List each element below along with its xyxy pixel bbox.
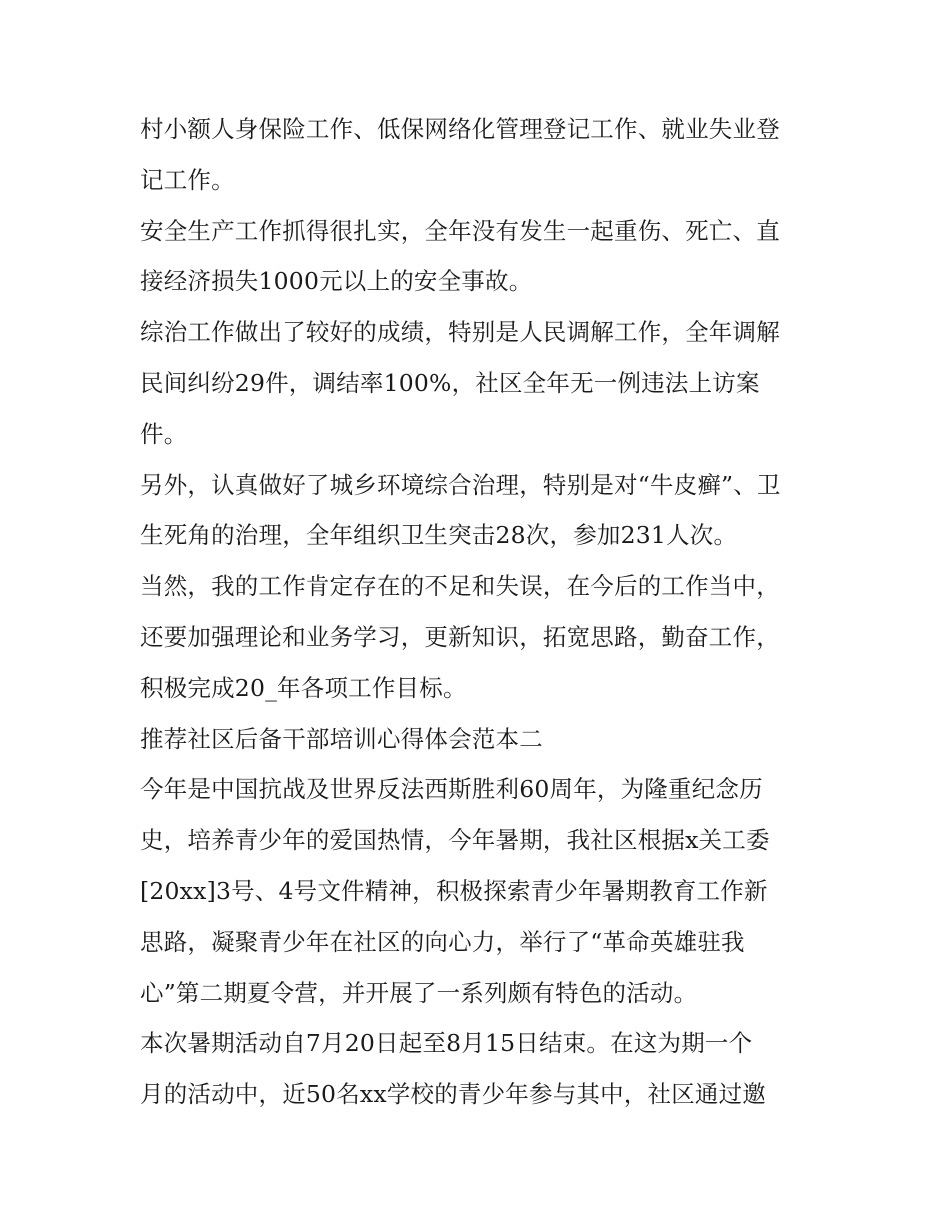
text-line: 村小额人身保险工作、低保网络化管理登记工作、就业失业登 xyxy=(140,115,780,143)
text-line: [20xx]3号、4号文件精神，积极探索青少年暑期教育工作新 xyxy=(140,876,768,905)
document-body xyxy=(140,104,820,1120)
text-line: 月的活动中，近50名xx学校的青少年参与其中，社区通过邀 xyxy=(140,1080,767,1109)
text-line: 史，培养青少年的爱国热情，今年暑期，我社区根据x关工委 xyxy=(140,826,770,855)
text-line: 接经济损失1000元以上的安全事故。 xyxy=(140,267,533,296)
text-line: 心”第二期夏令营，并开展了一系列颇有特色的活动。 xyxy=(140,978,698,1007)
text-line: 另外，认真做好了城乡环境综合治理，特别是对“牛皮癣”、卫 xyxy=(140,470,781,499)
text-line: 今年是中国抗战及世界反法西斯胜利60周年，为隆重纪念历 xyxy=(140,775,763,804)
text-line: 思路，凝聚青少年在社区的向心力，举行了“革命英雄驻我 xyxy=(140,927,745,956)
text-line: 安全生产工作抓得很扎实，全年没有发生一起重伤、死亡、直 xyxy=(140,216,780,245)
text-line: 生死角的治理，全年组织卫生突击28次，参加231人次。 xyxy=(140,521,738,550)
text-line: 民间纠纷29件，调结率100%，社区全年无一例违法上访案 xyxy=(140,368,760,397)
text-line: 件。 xyxy=(140,419,188,448)
text-line: 综治工作做出了较好的成绩，特别是人民调解工作，全年调解 xyxy=(140,318,780,347)
text-line: 本次暑期活动自7月20日起至8月15日结束。在这为期一个 xyxy=(140,1029,753,1058)
section-heading: 推荐社区后备干部培训心得体会范本二 xyxy=(140,724,543,753)
text-line: 还要加强理论和业务学习，更新知识，拓宽思路，勤奋工作， xyxy=(140,622,780,651)
text-line: 记工作。 xyxy=(140,165,235,194)
text-line: 积极完成20_年各项工作目标。 xyxy=(140,673,467,702)
text-line: 当然，我的工作肯定存在的不足和失误，在今后的工作当中， xyxy=(140,572,780,601)
